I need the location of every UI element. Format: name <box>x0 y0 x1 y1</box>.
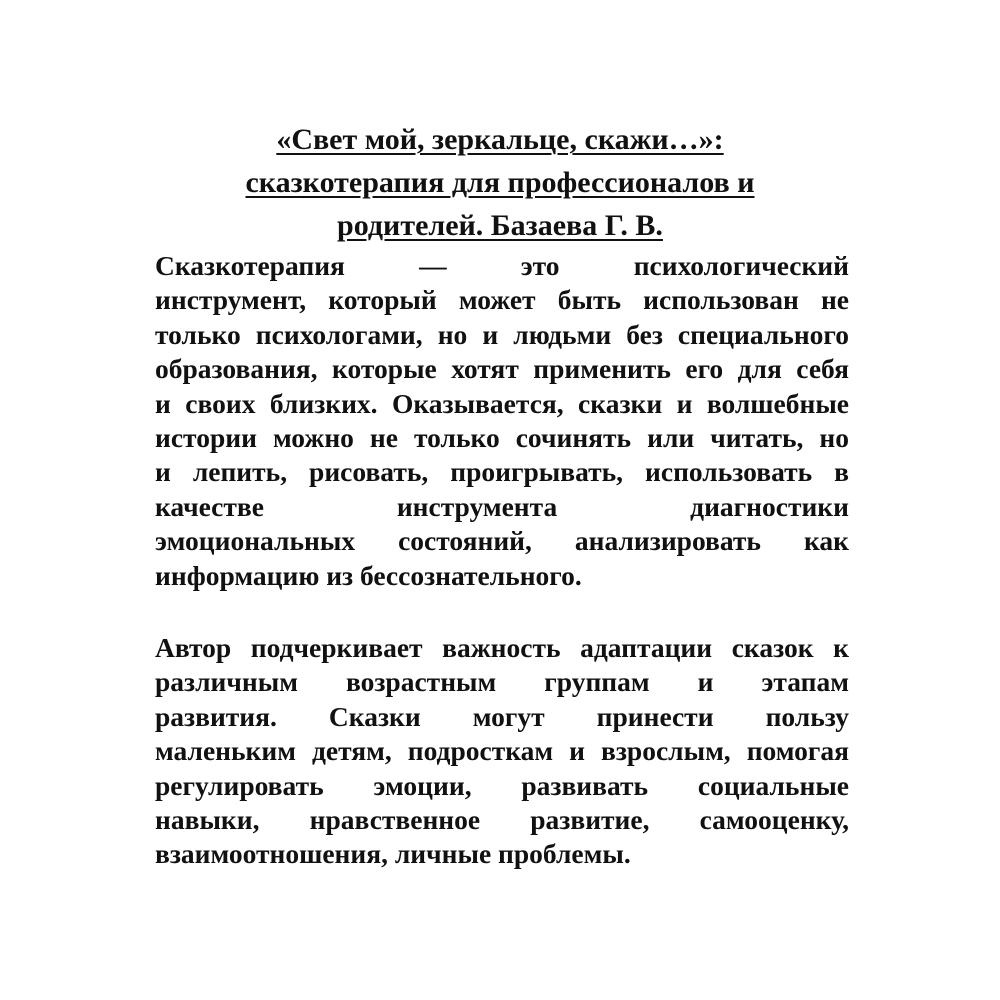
paragraph-line: маленьким детям, подросткам и взрослым, помогая <box>155 735 849 767</box>
paragraph-line: навыки, нравственное развитие, самооценку, <box>155 804 849 836</box>
paragraph-intro <box>155 249 849 593</box>
paragraph-line: регулировать эмоции, развивать социальные <box>155 769 849 801</box>
paragraph-line: и своих близких. Оказывается, сказки и волшебные <box>155 387 849 419</box>
paragraph-line: образования, которые хотят применить его для себя <box>155 353 849 385</box>
document-title <box>150 118 850 247</box>
title-line-3: родителей. Базаева Г. В. <box>337 209 663 242</box>
paragraph-line: различным возрастным группам и этапам <box>155 666 849 698</box>
paragraph-line: инструмент, который может быть использован не <box>155 284 849 316</box>
paragraph-line: и лепить, рисовать, проигрывать, использовать в <box>155 456 849 488</box>
paragraph-line: взаимоотношения, личные проблемы. <box>155 838 631 870</box>
paragraph-line: эмоциональных состояний, анализировать как <box>155 525 849 557</box>
paragraph-line: только психологами, но и людьми без специального <box>155 318 849 350</box>
paragraph-line: развития. Сказки могут принести пользу <box>155 700 849 732</box>
paragraph-line: информацию из бессознательного. <box>155 559 582 591</box>
paragraph-line: Автор подчеркивает важность адаптации сказок к <box>155 632 849 663</box>
paragraph-adaptation <box>155 631 849 872</box>
title-line-2: сказкотерапия для профессионалов и <box>245 166 755 199</box>
paragraph-line: качестве инструмента диагностики <box>155 490 849 522</box>
paragraph-line: Сказкотерапия — это психологический <box>155 250 849 281</box>
title-line-1: «Свет мой, зеркальце, скажи…»: <box>276 123 724 156</box>
paragraph-line: истории можно не только сочинять или читать, но <box>155 422 849 454</box>
